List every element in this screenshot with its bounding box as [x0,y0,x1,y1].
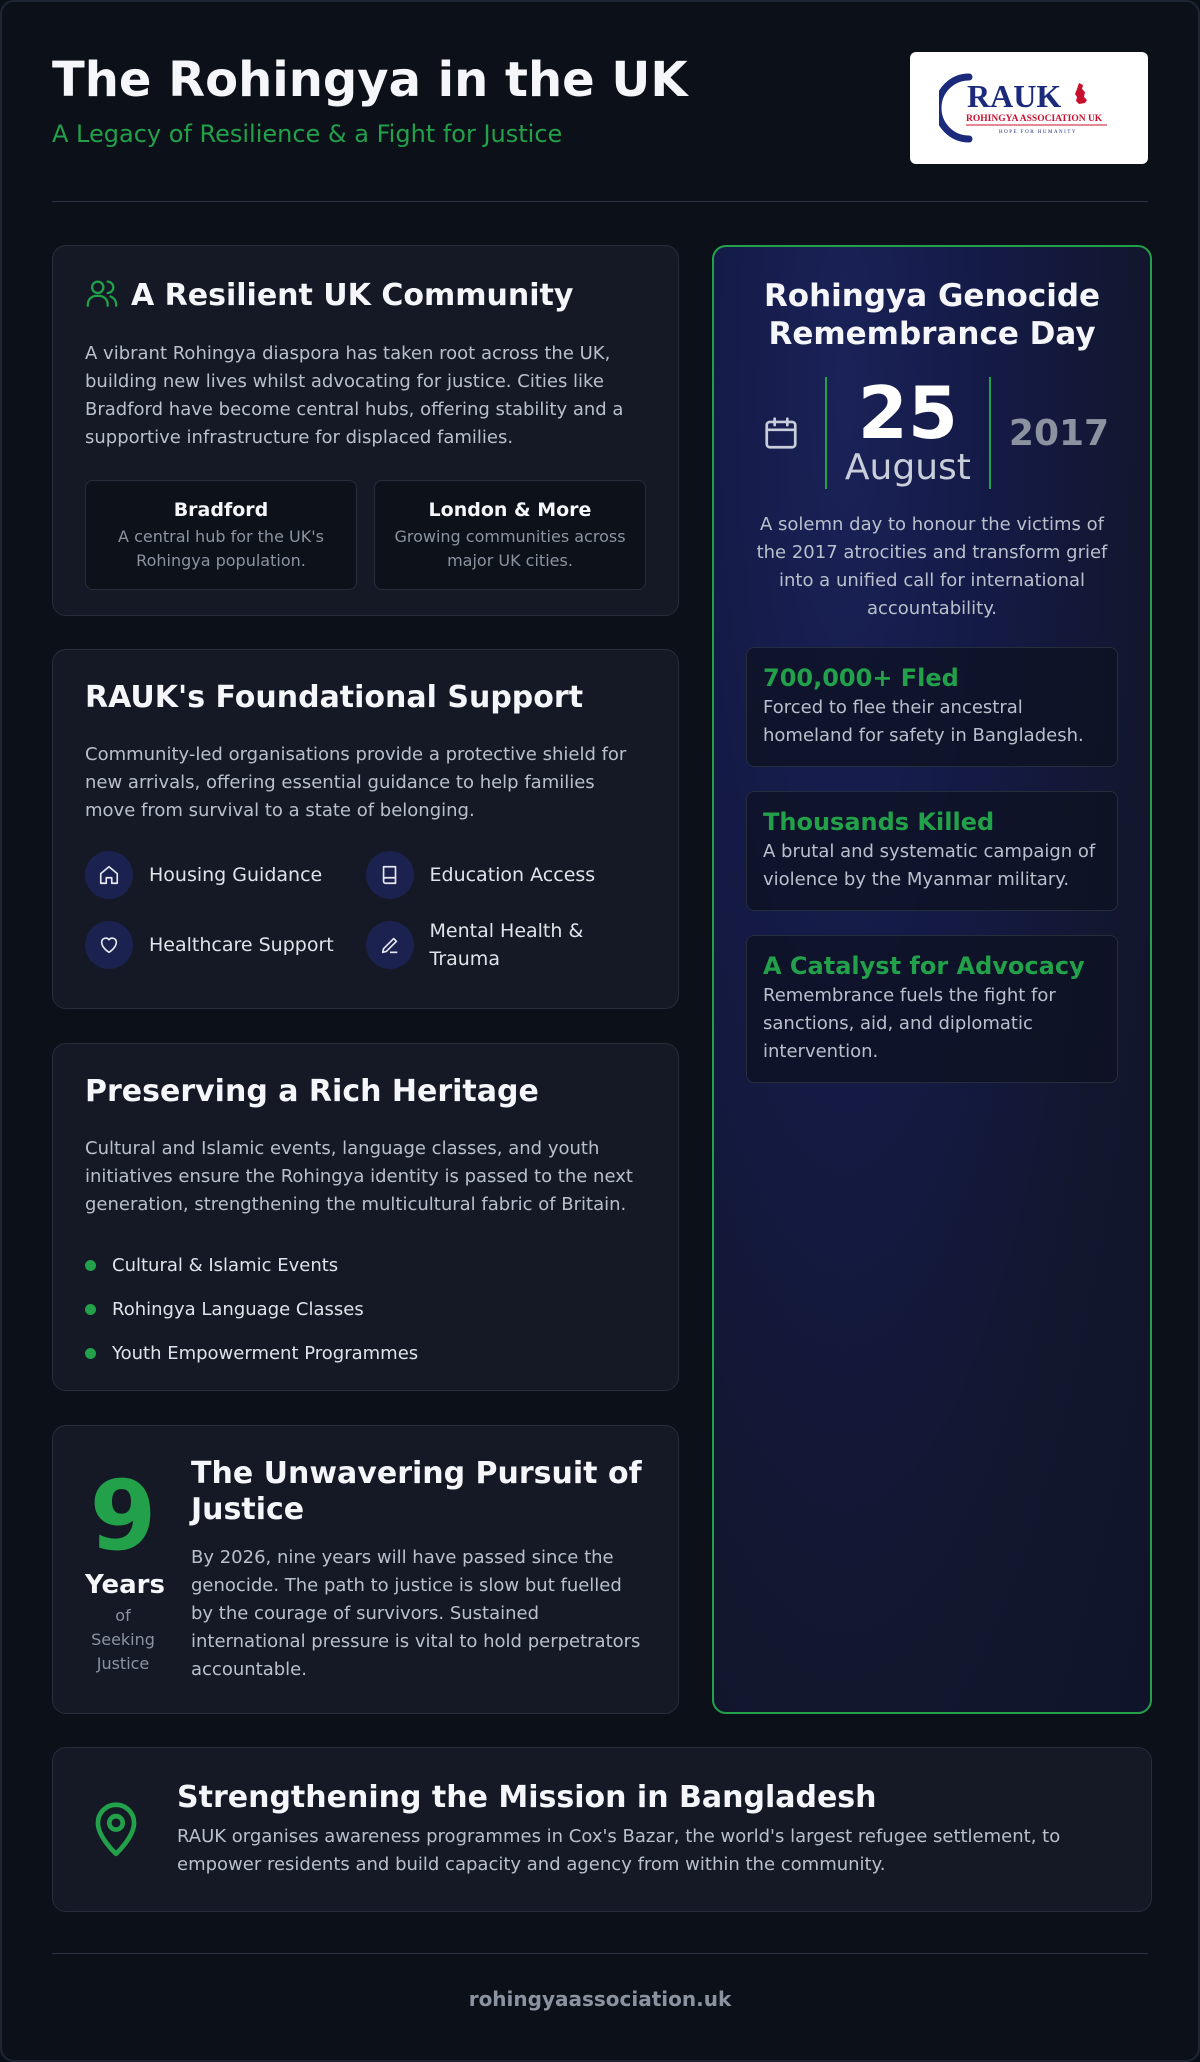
bullet-dot [85,1348,96,1359]
map-pin-icon [85,1797,147,1863]
svg-text:ROHINGYA ASSOCIATION UK: ROHINGYA ASSOCIATION UK [966,114,1103,124]
home-icon [85,851,133,899]
support-label: Healthcare Support [149,934,334,956]
support-item-education [366,851,647,899]
bangladesh-title: Strengthening the Mission in Bangladesh [177,1780,877,1815]
svg-text:RAUK: RAUK [967,78,1062,114]
years-label: Years [85,1570,165,1600]
bullet-dot [85,1260,96,1271]
heritage-title: Preserving a Rich Heritage [85,1074,539,1109]
city-title: Bradford [173,499,269,521]
community-body: A vibrant Rohingya diaspora has taken root across the UK, building new lives whilst advocating for justice. Cities like Bradford have become central hubs, offering stability and a supportive infrastructure for displaced families. [85,343,624,448]
stat-title: A Catalyst for Advocacy [763,952,1085,980]
bangladesh-card [52,1747,1152,1912]
rauk-logo-graphic [939,69,1119,147]
remembrance-card [712,245,1152,1714]
page-subtitle: A Legacy of Resilience & a Fight for Justice [52,119,563,148]
stat-desc: Forced to flee their ancestral homeland for safety in Bangladesh. [763,697,1084,746]
support-label: Housing Guidance [149,864,323,886]
support-body: Community-led organisations provide a protective shield for new arrivals, offering essential guidance to help families move from survival to a state of belonging. [85,744,627,821]
footer-site-link[interactable]: rohingyaassociation.uk [468,1987,732,2011]
stat-title: Thousands Killed [763,808,995,836]
remembrance-date [746,371,1118,489]
support-item-healthcare [85,917,366,973]
stat-desc: A brutal and systematic campaign of violence by the Myanmar military. [763,841,1096,890]
justice-body: By 2026, nine years will have passed since the genocide. The path to justice is slow but fuelled by the courage of survivors. Sustained international pressure is vital to hold perpetrators accountable. [191,1547,641,1680]
date-year: 2017 [1008,412,1110,454]
years-number: 9 [89,1460,157,1572]
svg-text:HOPE FOR HUMANITY: HOPE FOR HUMANITY [999,130,1078,135]
book-icon [366,851,414,899]
years-sub: of Seeking Justice [91,1606,155,1673]
remembrance-title: Rohingya Genocide Remembrance Day [763,278,1101,352]
divider [989,377,991,489]
city-title: London & More [428,499,592,521]
city-card-bradford [85,480,357,590]
community-card [52,245,679,616]
remembrance-desc: A solemn day to honour the victims of the 2017 atrocities and transform grief into a unified call for international accountability. [756,514,1108,619]
city-desc: A central hub for the UK's Rohingya population. [118,527,324,570]
page-title: The Rohingya in the UK [52,52,688,108]
header [52,52,1148,202]
list-item [85,1287,646,1331]
footer-divider [52,1953,1148,1954]
support-label: Mental Health & Trauma [429,920,584,970]
support-item-mental-health [366,917,647,973]
support-label: Education Access [429,864,596,886]
years-counter [85,1456,165,1683]
support-item-housing [85,851,366,899]
list-item [85,1331,646,1375]
rauk-logo [910,52,1148,164]
heritage-body: Cultural and Islamic events, language classes, and youth initiatives ensure the Rohingya identity is passed to the next generation, strengthening the multicultural fabric of Britain. [85,1138,633,1215]
bullet-text: Youth Empowerment Programmes [112,1342,419,1364]
bullet-text: Rohingya Language Classes [112,1298,364,1320]
list-item [85,1243,646,1287]
bullet-text: Cultural & Islamic Events [112,1254,339,1276]
bullet-dot [85,1304,96,1315]
date-day: 25 [857,371,958,455]
city-desc: Growing communities across major UK cities. [394,527,626,570]
support-card [52,649,679,1009]
stat-desc: Remembrance fuels the fight for sanctions, aid, and diplomatic intervention. [763,985,1056,1062]
pen-icon [366,921,414,969]
heart-icon [85,921,133,969]
stat-card [746,935,1118,1083]
city-card-london [374,480,646,590]
divider [825,377,827,489]
users-icon [85,276,119,314]
calendar-icon [755,414,807,452]
stat-title: 700,000+ Fled [763,664,959,692]
justice-card [52,1425,679,1714]
bangladesh-body: RAUK organises awareness programmes in Cox's Bazar, the world's largest refugee settlement, to empower residents and build capacity and agency from within the community. [177,1826,1061,1875]
justice-title: The Unwavering Pursuit of Justice [191,1456,642,1527]
date-month: August [844,447,971,488]
heritage-card [52,1043,679,1391]
community-title: A Resilient UK Community [131,277,574,313]
stat-card [746,647,1118,767]
support-title: RAUK's Foundational Support [85,680,584,715]
stat-card [746,791,1118,911]
